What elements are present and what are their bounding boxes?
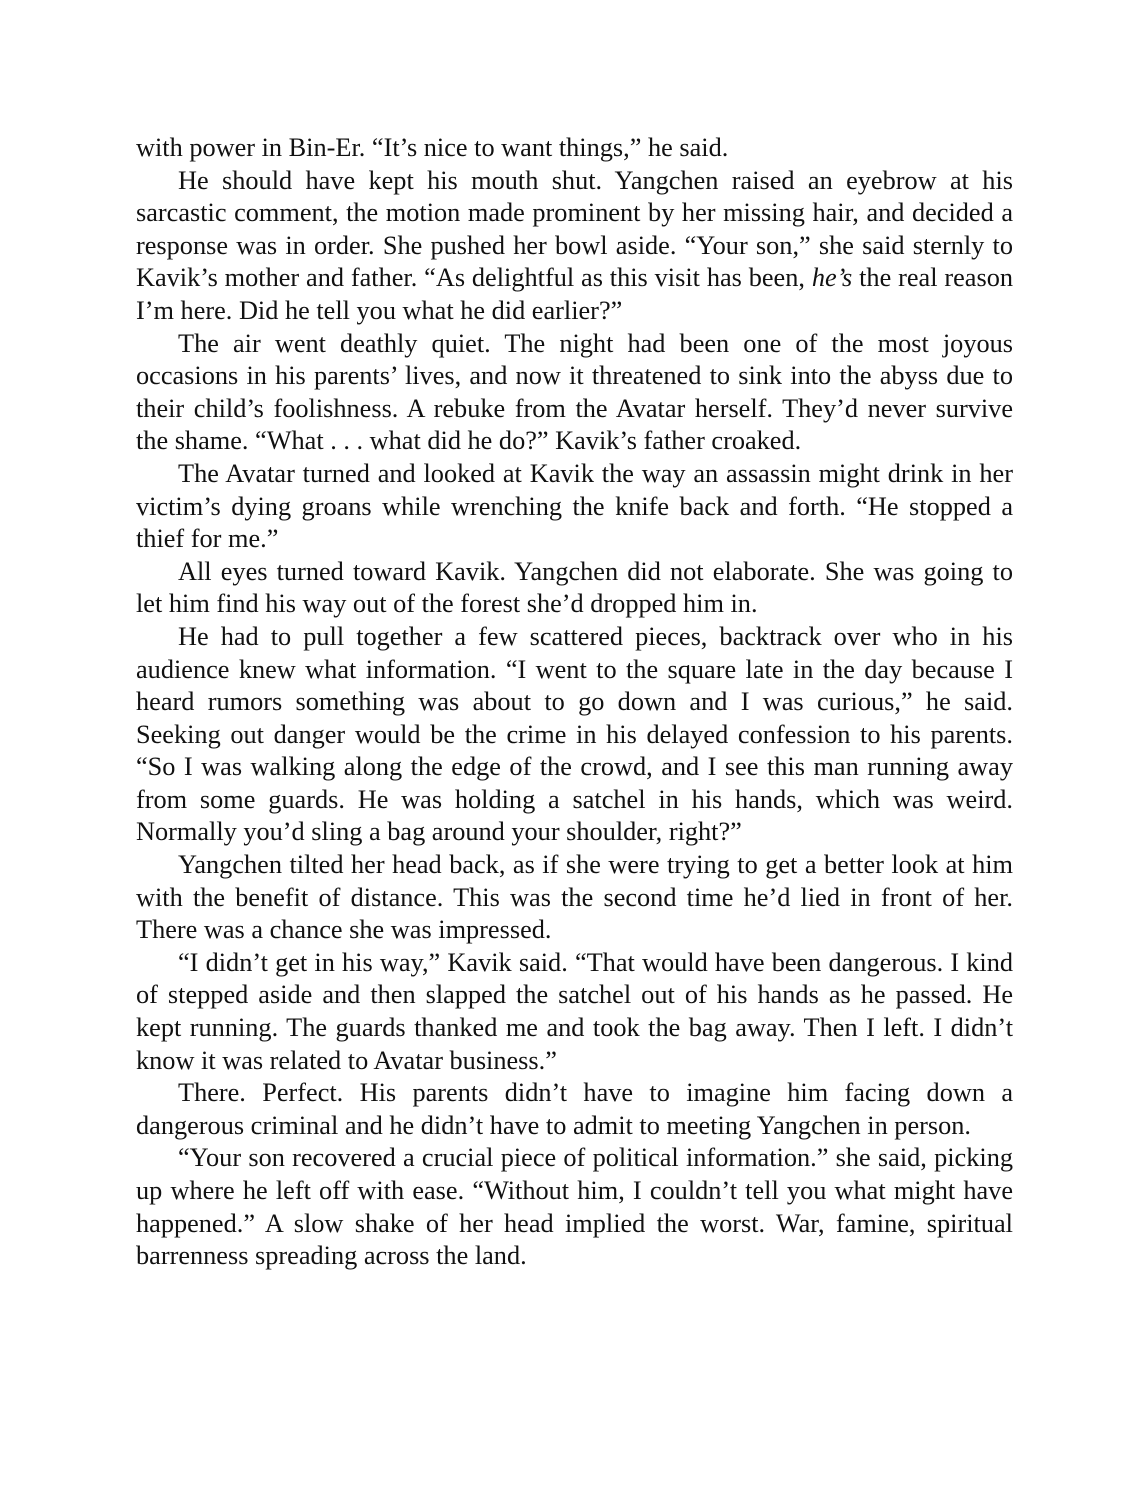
paragraph-text: He had to pull together a few scattered pieces, backtrack over who in his audience knew what information. “I went to the square late in the day because I heard rumors something was about to go down and I was curious,” he said. Seeking out danger would be the crime in his delayed confession to his parents. “So I was walking along the edge of the crowd, and I see this man running away from some guards. He was holding a satchel in his hands, which was weird. Normally you’d sling a bag around your shoulder, right?”	[136, 621, 1013, 847]
paragraph-text: He should have kept his mouth shut. Yangchen raised an eyebrow at his sarcastic comment, the motion made prominent by her missing hair, and decided a response was in order. She pushed her bowl aside. “Your son,” she said sternly to Kavik’s mother and father. “As delightful as this visit has been,	[136, 165, 1013, 293]
paragraph-text: the real reason I’m here. Did he tell you what he did earlier?”	[136, 263, 1014, 325]
paragraph-8	[136, 947, 1013, 1077]
paragraph-5	[136, 556, 1013, 621]
paragraph-text: Yangchen tilted her head back, as if she were trying to get a better look at him with the benefit of distance. This was the second time he’d lied in front of her. There was a chance she was impressed.	[136, 850, 1013, 945]
paragraph-7	[136, 849, 1013, 947]
italic-emphasis: he’s	[811, 263, 853, 293]
paragraph-10	[136, 1142, 1013, 1272]
paragraph-text: The air went deathly quiet. The night had been one of the most joyous occasions in his parents’ lives, and now it threatened to sink into the abyss due to their child’s foolishness. A rebuke from the Avatar herself. They’d never survive the shame. “What . . . what did he do?” Kavik’s father croaked.	[136, 328, 1013, 456]
paragraph-text: The Avatar turned and looked at Kavik the way an assassin might drink in her victim’s dying groans while wrenching the knife back and forth. “He stopped a thief for me.”	[136, 458, 1013, 554]
paragraph-text: “I didn’t get in his way,” Kavik said. “That would have been dangerous. I kind of stepped aside and then slapped the satchel out of his hands as he passed. He kept running. The guards thanked me and took the bag away. Then I left. I didn’t know it was related to Avatar business.”	[136, 947, 1013, 1075]
paragraph-3	[136, 328, 1013, 458]
paragraph-text: All eyes turned toward Kavik. Yangchen did not elaborate. She was going to let him find his way out of the forest she’d dropped him in.	[136, 556, 1013, 619]
paragraph-text: with power in Bin-Er. “It’s nice to want things,” he said.	[136, 133, 729, 162]
paragraph-9	[136, 1077, 1013, 1142]
paragraph-6	[136, 621, 1013, 849]
paragraph-4	[136, 458, 1013, 556]
book-page	[136, 132, 1013, 1273]
paragraph-text: “Your son recovered a crucial piece of political information.” she said, picking up where he left off with ease. “Without him, I couldn’t tell you what might have happened.” A slow shake of her head implied the worst. War, famine, spiritual barrenness spreading across the land.	[136, 1143, 1013, 1271]
paragraph-text: There. Perfect. His parents didn’t have to imagine him facing down a dangerous criminal and he didn’t have to admit to meeting Yangchen in person.	[136, 1078, 1013, 1140]
paragraph-2	[136, 165, 1013, 328]
paragraph-1	[136, 132, 1013, 165]
